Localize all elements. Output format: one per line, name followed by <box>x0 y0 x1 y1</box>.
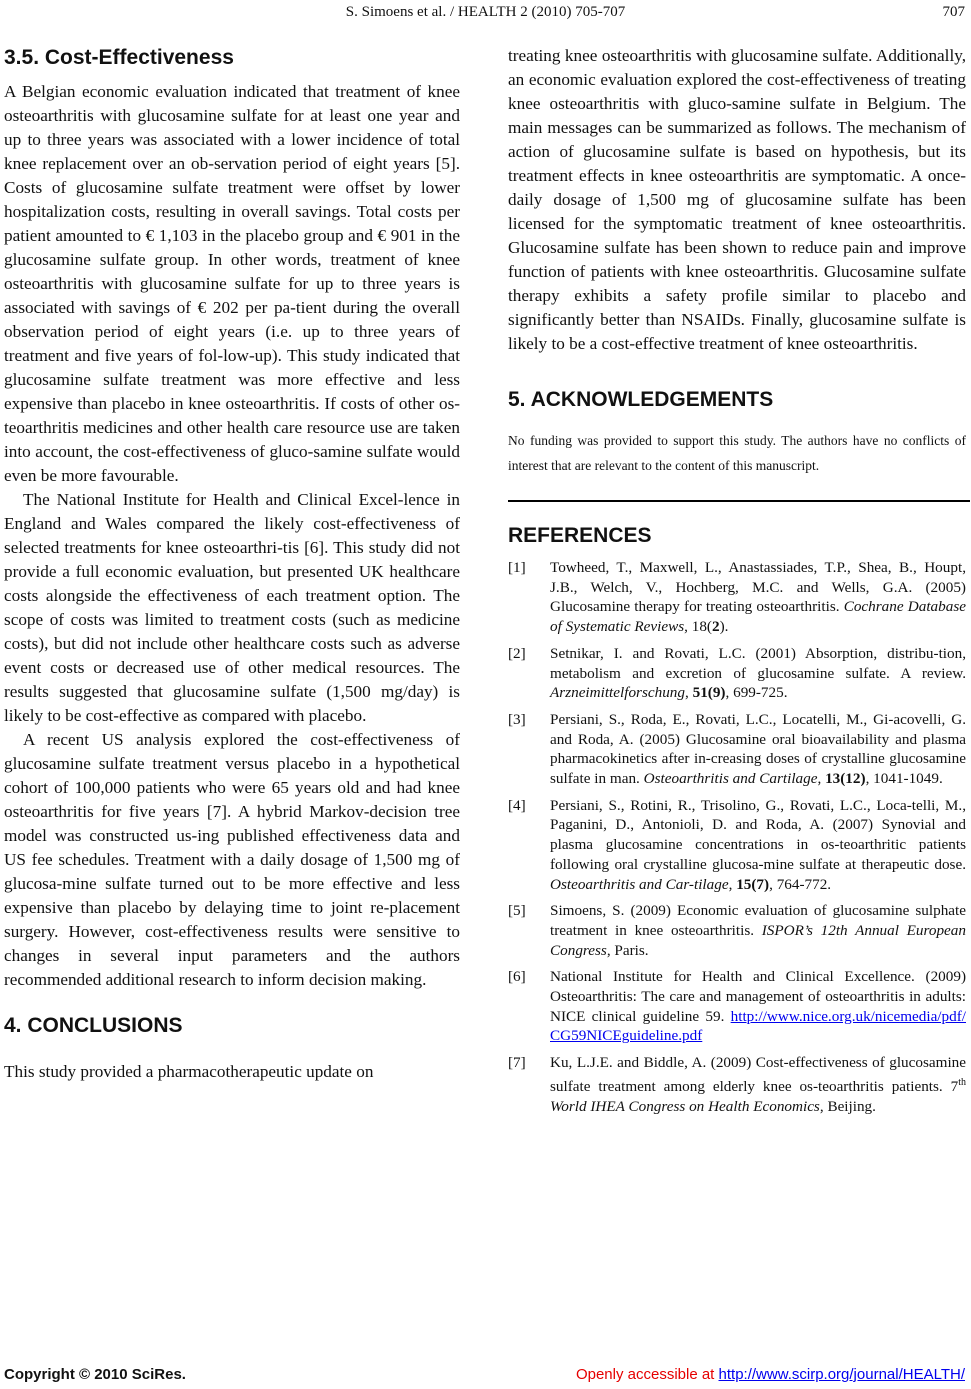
reference-number: [6] <box>508 968 526 986</box>
section-5-title: 5. ACKNOWLEDGEMENTS <box>508 388 774 411</box>
reference-item <box>508 967 966 1046</box>
reference-pages: , 764-772. <box>769 875 832 893</box>
reference-item <box>508 710 966 789</box>
reference-authors: National Institute for Health and Clinical Excellence. (2009) Osteoarthritis: The care and management of osteoarthritis in adults: NICE clinical guideline 59. <box>550 968 966 1025</box>
paragraph: A Belgian economic evaluation indicated that treatment of knee osteoarthritis with glucosamine sulfate for at least one year and up to three years was associated with a lower incidence of total knee replacement over an ob-servation period of eight years [5]. Costs of glucosamine sulfate treatment were offset by lower hospitalization costs, resulting in overall savings. Total costs per patient amounted to € 1,103 in the placebo group and € 901 in the glucosamine sulfate group. In other words, treatment of knee osteoarthritis with glucosamine sulfate for up to three years is associated with savings of € 202 per pa-tient during the overall observation period of eight years (i.e. up to three years of treatment and five years of fol-low-up). This study indicated that glucosamine sulfate treatment was more effective and less expensive than placebo in knee osteoarthritis. If costs of other os-teoarthritis medicines and other health care resource use are taken into account, the cost-effectiveness of gluco-samine sulfate would even be more favourable. <box>4 82 460 485</box>
open-access-label: Openly accessible at <box>575 1366 719 1383</box>
reference-number: [3] <box>508 710 526 728</box>
paragraph: A recent US analysis explored the cost-effectiveness of glucosamine sulfate treatment versus placebo in a hypothetical cohort of 100,000 patients who were 65 years old and had knee osteoarthritis for five years [7]. A hybrid Markov-decision tree model was constructed us-ing published effectiveness data and US fee schedules. Treatment with a daily dosage of 1,500 mg of glucosa-mine sulfate turned out to be more effective and less expensive than placebo by delaying time to joint re-placement surgery. However, cost-effectiveness results were sensitive to changes in several input parameters and the authors recommended additional research to inform decision making. <box>4 730 460 989</box>
paragraph: The National Institute for Health and Clinical Excel-lence in England and Wales compared the likely cost-effectiveness of selected treatments for knee osteoarthri-tis [6]. This study did not provide a full economic evaluation, but presented UK healthcare costs alongside the effectiveness of each treatment option. The scope of costs was limited to treatment costs (such as medicine costs), but did not include other healthcare costs such as adverse event costs or decreased use of other medical resources. The results suggested that glucosamine sulfate (1,500 mg/day) is likely to be cost-effective as compared with placebo. <box>4 490 460 725</box>
reference-authors: Persiani, S., Rotini, R., Trisolino, G., Rovati, L.C., Loca-telli, M., Paganini, D., Antonioli, D. and Roda, A. (2007) Synovial and plasma glucosamine concentrations in os-teoarthritic patients following oral crystalline glucosa-mine sulfate at therapeutic dose. <box>550 796 966 873</box>
reference-volume: 15(7) <box>736 875 770 893</box>
running-head: S. Simoens et al. / HEALTH 2 (2010) 705-707 <box>345 4 626 20</box>
reference-journal: Osteoarthritis and Car-tilage <box>550 875 729 893</box>
acknowledgements-text: No funding was provided to support this study. The authors have no conflicts of interest that are relevant to the content of this manuscript. <box>508 433 966 473</box>
divider <box>508 500 970 502</box>
reference-pages: , 699-725. <box>725 684 788 702</box>
reference-journal: World IHEA Congress on Health Economics <box>550 1097 820 1115</box>
reference-item <box>508 901 966 960</box>
reference-number: [2] <box>508 644 526 662</box>
reference-list <box>508 558 966 1116</box>
reference-authors: Ku, L.J.E. and Biddle, A. (2009) Cost-effectiveness of glucosamine sulfate treatment among elderly knee os-teoarthritis patients. 7 <box>550 1054 966 1095</box>
reference-item <box>508 1053 966 1116</box>
reference-journal: Cochrane Database of Systematic Reviews <box>550 598 966 636</box>
reference-sep: , Beijing. <box>819 1097 876 1115</box>
paragraph: This study provided a pharmacotherapeutic update on <box>4 1062 374 1081</box>
reference-pages: ). <box>719 618 729 636</box>
open-access-notice <box>576 1366 965 1383</box>
reference-item <box>508 644 966 703</box>
reference-number: [1] <box>508 559 526 576</box>
reference-number: [5] <box>508 902 526 920</box>
reference-authors: Setnikar, I. and Rovati, L.C. (2001) Absorption, distribu-tion, metabolism and excretion of glucosamine sulfate. A review. <box>550 644 966 682</box>
section-3-5-title: 3.5. Cost-Effectiveness <box>4 46 234 69</box>
reference-sep: , 18( <box>684 618 712 636</box>
reference-authors: Simoens, S. (2009) Economic evaluation of glucosamine sulphate treatment in knee osteoarthritis. <box>550 902 966 939</box>
reference-sep: , Paris. <box>606 941 649 959</box>
reference-authors: Towheed, T., Maxwell, L., Anastassiades, T.P., Shea, B., Houpt, J.B., Welch, V., Hochberg, M.C. and Wells, G.A. (2005) Glucosamine therapy for treating osteoarthritis. <box>550 559 966 616</box>
section-4-title: 4. CONCLUSIONS <box>4 1014 183 1037</box>
reference-pages: , 1041-1049. <box>865 770 943 788</box>
page-number: 707 <box>942 4 965 20</box>
right-column <box>508 44 966 1123</box>
references-title: REFERENCES <box>508 524 652 547</box>
reference-journal: Arzneimittelforschung <box>550 684 685 702</box>
reference-number: [4] <box>508 796 526 814</box>
reference-item <box>508 558 966 637</box>
reference-item <box>508 796 966 895</box>
reference-journal: Osteoarthritis and Cartilage <box>643 770 818 788</box>
reference-superscript: th <box>958 1076 966 1088</box>
reference-sep: , <box>685 684 693 702</box>
reference-number: [7] <box>508 1054 526 1072</box>
reference-sep: , <box>728 875 737 893</box>
paragraph: treating knee osteoarthritis with glucosamine sulfate. Additionally, an economic evaluation explored the cost-effectiveness of treating knee osteoarthritis with gluco-samine sulfate in Belgium. The main messages can be summarized as follows. The mechanism of action of glucosamine sulfate is based on hypothesis, but its treatment effects in knee osteoarthritis are symptomatic. A once-daily dosage of 1,500 mg of glucosamine sulfate has been licensed for the symptomatic treatment of knee osteoarthritis. Glucosamine sulfate has been shown to reduce pain and improve function of patients with knee osteoarthritis. Glucosamine sulfate therapy exhibits a safety profile similar to placebo and significantly better than NSAIDs. Finally, glucosamine sulfate is likely to be a cost-effective treatment of knee osteoarthritis. <box>508 46 966 353</box>
reference-journal: ISPOR’s 12th Annual European Congress <box>550 921 966 959</box>
reference-link[interactable]: http://www.nice.org.uk/nicemedia/pdf/CG59NICEguideline.pdf <box>550 1007 966 1045</box>
journal-url-link[interactable]: http://www.scirp.org/journal/HEALTH/ <box>718 1366 965 1383</box>
reference-sep: , <box>817 770 826 788</box>
reference-volume: 2 <box>711 618 720 636</box>
copyright-notice: Copyright © 2010 SciRes. <box>4 1366 186 1383</box>
left-column <box>4 44 460 1084</box>
reference-volume: 13(12) <box>825 770 866 788</box>
reference-authors: Persiani, S., Roda, E., Rovati, L.C., Locatelli, M., Gi-acovelli, G. and Roda, A. (2005) Glucosamine oral bioavailability and plasma pharmacokinetics after in-creasing doses of crystalline glucosamine sulfate in man. <box>550 710 966 788</box>
reference-volume: 51(9) <box>692 684 726 702</box>
